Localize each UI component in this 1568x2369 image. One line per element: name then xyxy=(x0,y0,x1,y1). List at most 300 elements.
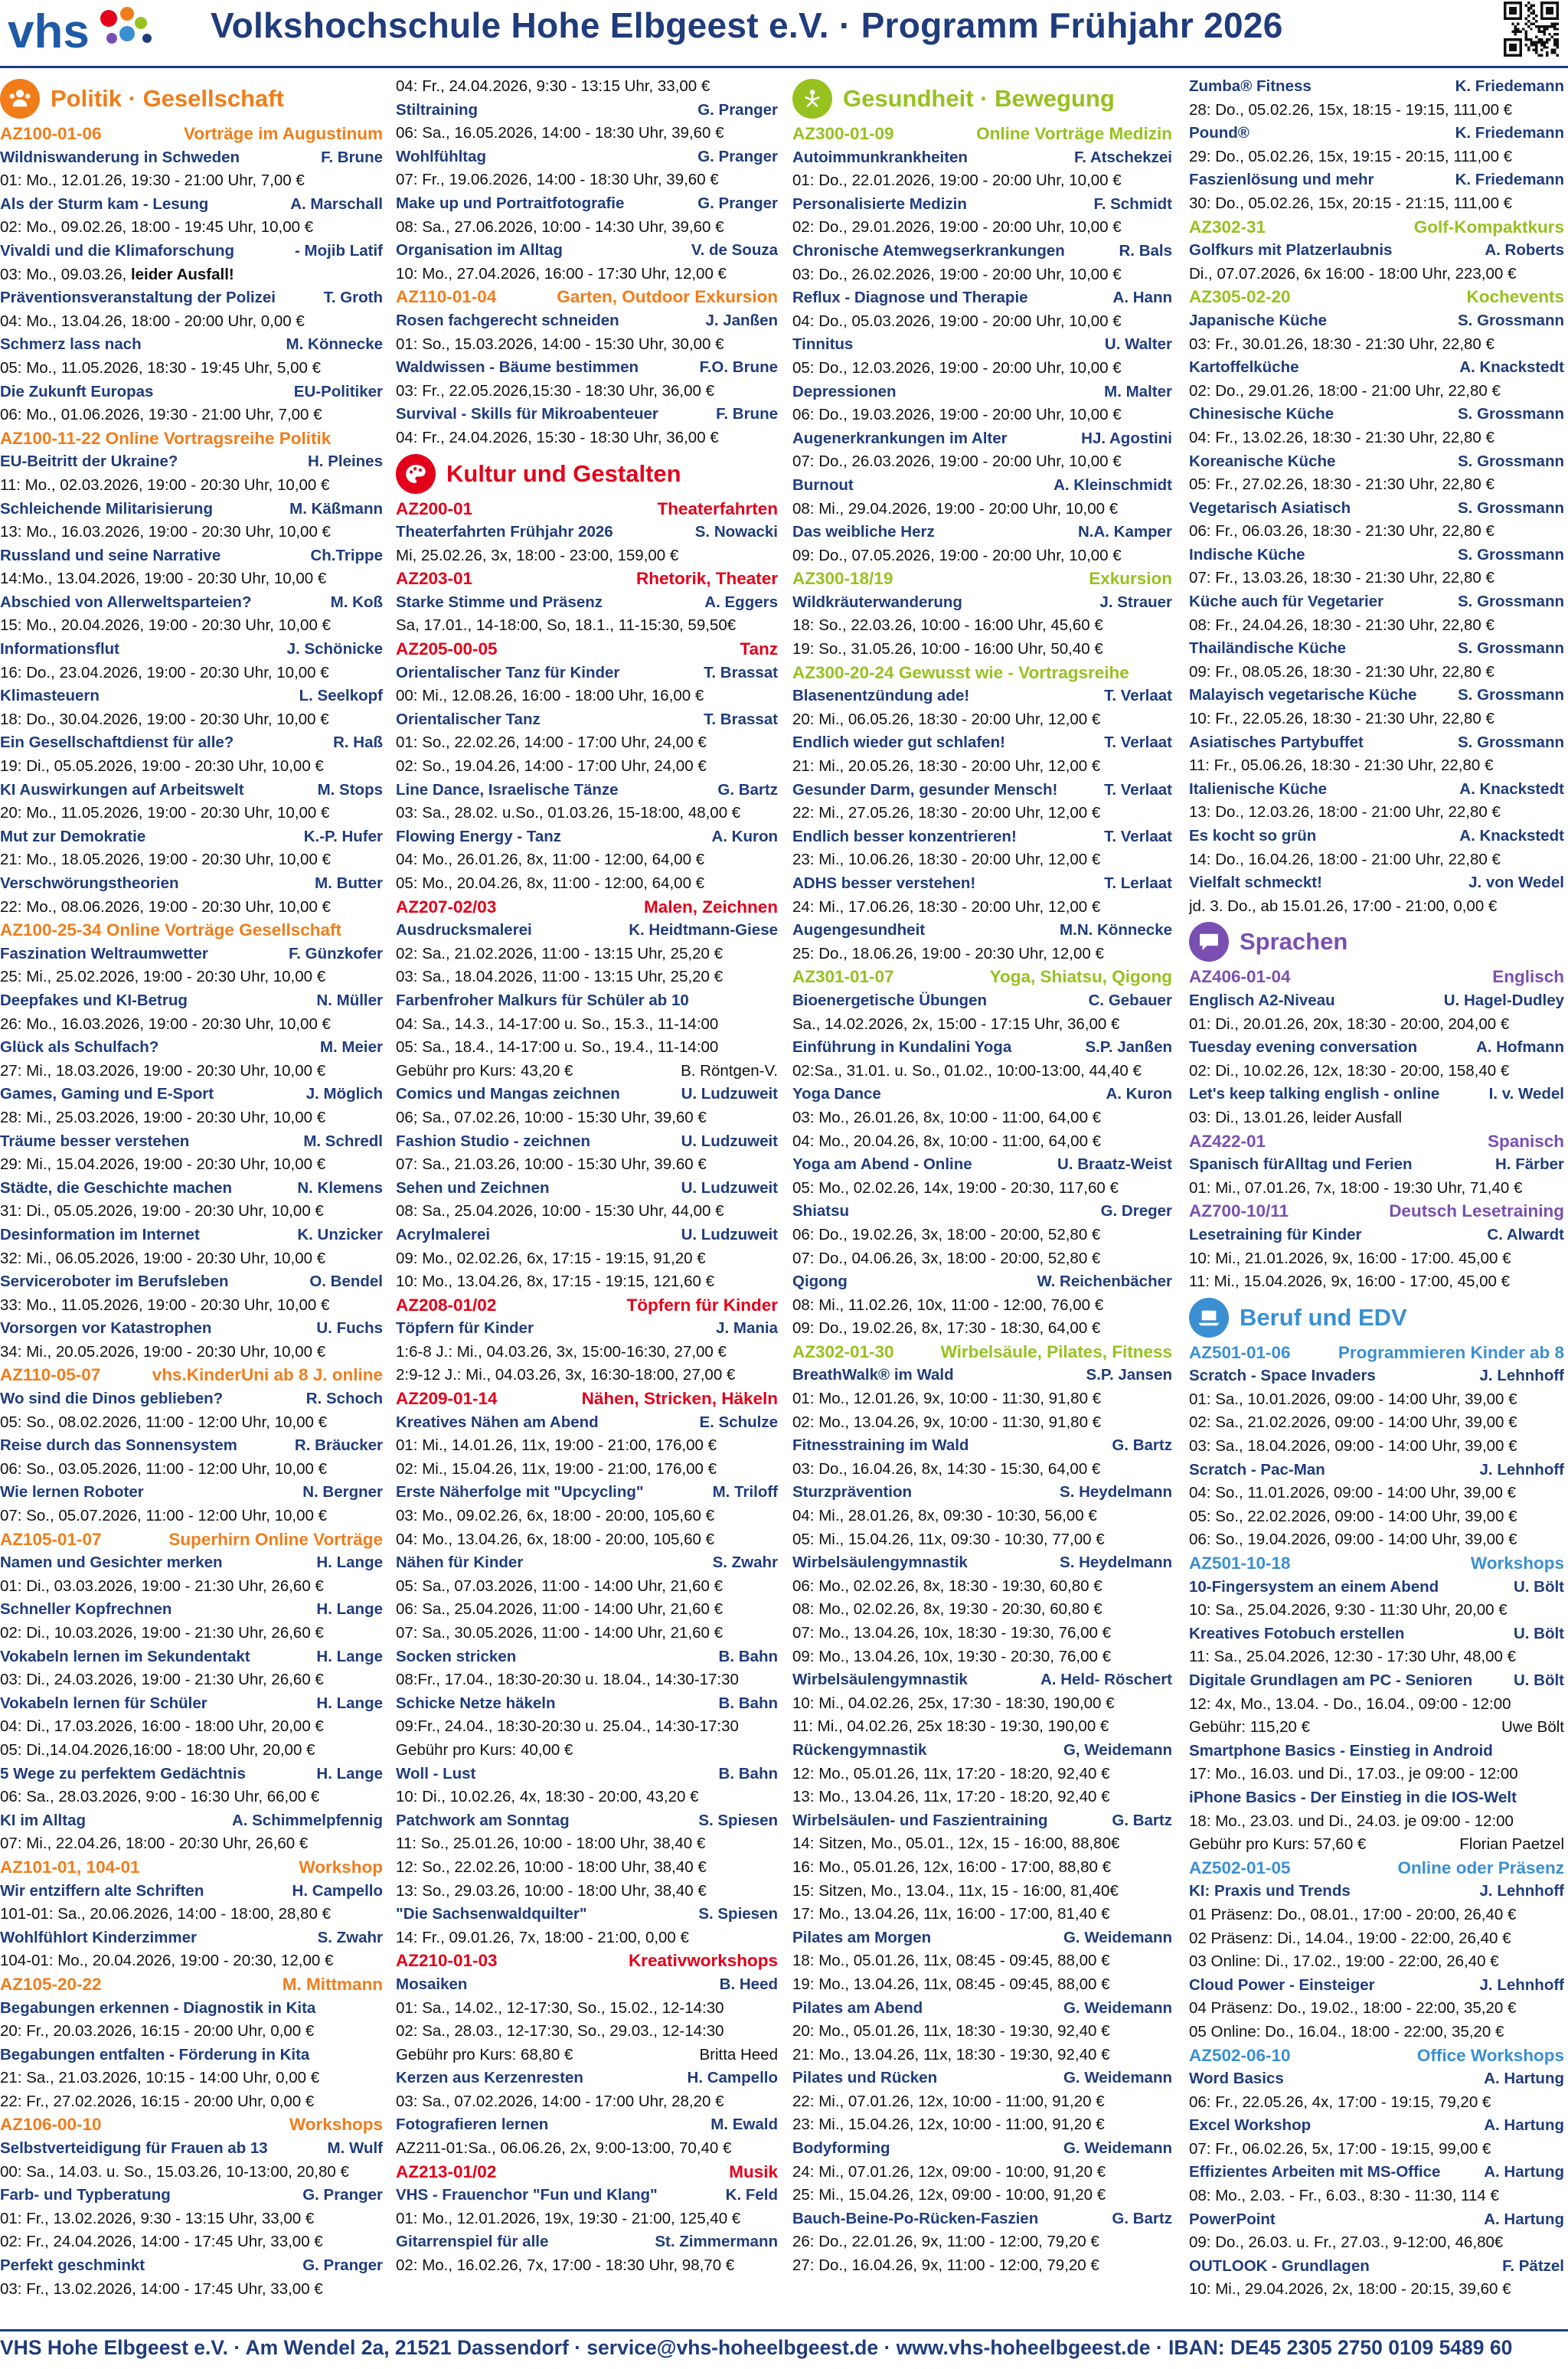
course-title-row[interactable] xyxy=(396,708,778,732)
schedule-text xyxy=(0,2280,323,2298)
schedule-text xyxy=(1189,1601,1508,1619)
course-title-row[interactable] xyxy=(792,825,1172,849)
course-title-row[interactable] xyxy=(1189,2114,1564,2138)
course-code: AZ501-10-18 xyxy=(1189,1554,1291,1573)
instructor-name: O. Bendel xyxy=(309,1273,383,1291)
course-title-row[interactable] xyxy=(396,1973,778,1997)
course-title-row[interactable] xyxy=(1189,1153,1564,1177)
course-code-header xyxy=(0,919,383,943)
schedule-text xyxy=(0,172,305,189)
schedule-text xyxy=(0,359,321,377)
course-title-row[interactable] xyxy=(1189,168,1564,192)
course-category: Kreativworkshops xyxy=(628,1951,778,1971)
course-title-row[interactable] xyxy=(792,1809,1172,1833)
course-title-row[interactable] xyxy=(1189,1786,1564,1810)
course-title-row[interactable] xyxy=(396,356,778,380)
course-title-row[interactable] xyxy=(1189,731,1564,755)
schedule-text xyxy=(396,1624,723,1642)
course-title-row[interactable] xyxy=(792,731,1172,755)
instructor-name: A. Hofmann xyxy=(1475,1038,1564,1057)
instructor-name: S.P. Jansen xyxy=(1086,1366,1172,1384)
course-title-row[interactable] xyxy=(396,1224,778,1247)
schedule-details: 21: Mo., 18.05.2026, 19:00 - 20:30 Uhr, 10,00 € xyxy=(0,851,331,869)
course-code-header xyxy=(396,1294,778,1318)
course-title-row[interactable] xyxy=(1189,590,1564,614)
course-code-header xyxy=(1189,1200,1564,1224)
vhs-logo xyxy=(5,3,158,64)
course-title: Wirbelsäulengymnastik xyxy=(792,1671,968,1689)
course-title: Russland und seine Narrative xyxy=(0,546,221,564)
course-title-row[interactable] xyxy=(792,1481,1172,1505)
schedule-details: 22: Mi., 07.01.26, 12x, 10:00 - 11:00, 91,20 € xyxy=(792,2092,1105,2110)
instructor-name: S. Zwahr xyxy=(712,1554,778,1572)
schedule-text xyxy=(1189,1930,1511,1947)
course-title-row[interactable] xyxy=(396,99,778,123)
course-title-row[interactable] xyxy=(792,1997,1172,2021)
schedule-text xyxy=(0,711,329,728)
course-title: Bioenergetische Übungen xyxy=(792,991,988,1009)
course-title-row[interactable] xyxy=(792,521,1172,544)
course-title-row[interactable] xyxy=(396,1551,778,1575)
schedule-details: 27: Mi., 18.03.2026, 19:00 - 20:30 Uhr, 10,00 € xyxy=(0,1061,326,1080)
course-title-row[interactable] xyxy=(0,1763,383,1786)
schedule-text xyxy=(792,547,1122,564)
schedule-text xyxy=(1189,1999,1516,2017)
schedule-text xyxy=(1189,2023,1504,2041)
course-title-row[interactable] xyxy=(0,1083,383,1106)
course-schedule-line xyxy=(792,310,1172,334)
course-schedule-line xyxy=(1189,661,1564,685)
course-title-row[interactable] xyxy=(396,1692,778,1716)
course-title-row[interactable] xyxy=(1189,122,1564,145)
schedule-text xyxy=(1189,1812,1514,1830)
schedule-text xyxy=(792,1600,1102,1618)
course-code-header xyxy=(1189,216,1564,240)
course-title: Endlich besser konzentrieren! xyxy=(792,827,1017,845)
schedule-text xyxy=(396,1999,724,2017)
course-title: Faszienlösung und mehr xyxy=(1189,171,1374,189)
course-title-row[interactable] xyxy=(396,825,778,849)
course-title-row[interactable] xyxy=(792,1153,1172,1177)
course-schedule-line xyxy=(792,1528,1172,1552)
schedule-details: 02: Mi., 15.04.26, 11x, 19:00 - 21:00, 176,00 € xyxy=(396,1459,717,1478)
course-title-row[interactable] xyxy=(396,1177,778,1201)
schedule-details: 01: So., 15.03.2026, 14:00 - 15:30 Uhr, 30,00 € xyxy=(396,335,724,353)
course-title-row[interactable] xyxy=(792,333,1172,357)
schedule-text xyxy=(792,1062,1142,1080)
schedule-details: 08: Sa., 25.04.2026, 10:00 - 15:30 Uhr, 44,00 € xyxy=(396,1202,724,1220)
schedule-details: 16: Do., 23.04.2026, 19:00 - 20:30 Uhr, 10,00 € xyxy=(0,663,329,681)
course-title: Lesetraining für Kinder xyxy=(1189,1225,1362,1243)
schedule-details: 17: Mo., 13.04.26, 11x, 16:00 - 17:00, 81,40 € xyxy=(792,1905,1110,1923)
course-title-row[interactable] xyxy=(0,872,383,896)
course-title-row[interactable] xyxy=(0,1598,383,1622)
course-code: AZ305-02-20 xyxy=(1189,287,1291,307)
course-title-row[interactable] xyxy=(792,1036,1172,1060)
course-schedule-line xyxy=(396,731,778,755)
instructor-name: T. Brassat xyxy=(704,710,778,728)
instructor-name: T. Verlaat xyxy=(1104,780,1172,799)
course-title-row[interactable] xyxy=(792,1200,1172,1224)
course-schedule-line xyxy=(1189,1435,1564,1459)
course-title-row[interactable] xyxy=(396,403,778,426)
course-schedule-line xyxy=(396,1270,778,1294)
course-title-row[interactable] xyxy=(1189,1364,1564,1388)
instructor-name: A. Knackstedt xyxy=(1459,779,1564,798)
course-title-row[interactable] xyxy=(396,239,778,263)
course-title-row[interactable] xyxy=(396,989,778,1013)
schedule-text xyxy=(1189,2187,1499,2204)
course-title-row[interactable] xyxy=(0,731,383,755)
course-title-row[interactable] xyxy=(396,591,778,615)
course-title-row[interactable] xyxy=(396,1809,778,1833)
course-title-row[interactable] xyxy=(0,1036,383,1060)
course-schedule-line xyxy=(0,1013,383,1037)
course-schedule-line xyxy=(792,1880,1172,1903)
course-title: VHS - Frauenchor "Fun und Klang" xyxy=(396,2186,658,2204)
course-title-row[interactable] xyxy=(792,1364,1172,1387)
instructor-name: R. Schoch xyxy=(305,1390,383,1408)
course-title-row[interactable] xyxy=(396,2067,778,2090)
course-title-row[interactable] xyxy=(0,779,383,802)
course-title-row[interactable] xyxy=(0,1387,383,1411)
instructor-name: R. Bräucker xyxy=(294,1436,383,1455)
schedule-text xyxy=(396,968,723,985)
course-title-row[interactable] xyxy=(0,333,383,357)
course-title-row[interactable] xyxy=(1189,1974,1564,1998)
course-title-row[interactable] xyxy=(0,146,383,170)
course-title-row[interactable] xyxy=(792,2067,1172,2090)
course-title-row[interactable] xyxy=(396,1317,778,1341)
schedule-details: 03: Sa., 07.02.2026, 14:00 - 17:00 Uhr, 28,20 € xyxy=(396,2092,724,2110)
course-title-row[interactable] xyxy=(0,193,383,217)
course-title-row[interactable] xyxy=(1189,778,1564,802)
instructor-name: U. Ludzuweit xyxy=(681,1178,778,1197)
course-title-row[interactable] xyxy=(396,192,778,216)
course-title-row[interactable] xyxy=(396,2184,778,2207)
course-title-row[interactable] xyxy=(1189,309,1564,333)
course-title: Make up und Portraitfotografie xyxy=(396,194,625,212)
course-category: Nähen, Stricken, Häkeln xyxy=(581,1389,778,1409)
course-code: AZ209-01-14 xyxy=(396,1389,498,1409)
schedule-details: Sa., 14.02.2026, 2x, 15:00 - 17:15 Uhr, 36,00 € xyxy=(792,1015,1120,1033)
course-title-row[interactable] xyxy=(792,381,1172,404)
instructor-name: S.P. Janßen xyxy=(1085,1038,1172,1057)
schedule-details: 05: Do., 12.03.2026, 19:00 - 20:00 Uhr, 10,00 € xyxy=(792,358,1122,377)
schedule-note: leider Ausfall! xyxy=(130,265,234,283)
course-title-row[interactable] xyxy=(0,685,383,708)
course-title-row[interactable] xyxy=(0,450,383,474)
instructor-name: B. Bahn xyxy=(718,1647,778,1665)
course-title: Wohlfühltag xyxy=(396,147,487,165)
course-schedule-line xyxy=(396,1528,778,1552)
course-title-row[interactable] xyxy=(396,2113,778,2137)
course-title-row[interactable] xyxy=(0,1434,383,1458)
schedule-text xyxy=(396,1788,698,1805)
course-title: Mosaiken xyxy=(396,1975,468,1993)
course-title-row[interactable] xyxy=(1189,75,1564,99)
course-title-row[interactable] xyxy=(396,309,778,333)
course-schedule-line xyxy=(0,1668,383,1692)
instructor-name: R. Bals xyxy=(1119,241,1172,260)
course-title: Es kocht so grün xyxy=(1189,827,1317,845)
course-schedule-line xyxy=(792,2184,1172,2207)
course-title-row[interactable] xyxy=(792,1434,1172,1458)
course-title-row[interactable] xyxy=(792,427,1172,451)
course-code: AZ300-01-09 xyxy=(792,124,894,143)
course-title-row[interactable] xyxy=(1189,1036,1564,1060)
instructor-name: H. Lange xyxy=(316,1764,383,1782)
course-title-row[interactable] xyxy=(1189,403,1564,426)
course-title-row[interactable] xyxy=(396,1083,778,1106)
instructor-name: M. Käßmann xyxy=(289,499,383,518)
instructor-name: U. Fuchs xyxy=(316,1319,383,1338)
course-title: Waldwissen - Bäume bestimmen xyxy=(396,358,639,377)
schedule-details: 04: Sa., 14.3., 14-17:00 u. So., 15.3., 11-14:00 xyxy=(396,1015,719,1033)
course-title-row[interactable] xyxy=(1189,450,1564,474)
course-code-header xyxy=(0,1856,383,1880)
course-title-row[interactable] xyxy=(396,2230,778,2254)
schedule-details: 31: Di., 05.05.2026, 19:00 - 20:30 Uhr, 10,00 € xyxy=(0,1202,324,1220)
course-title-row[interactable] xyxy=(1189,825,1564,848)
course-title: OUTLOOK - Grundlagen xyxy=(1189,2256,1370,2275)
course-title-row[interactable] xyxy=(0,1224,383,1247)
section-header-gesundheit-bewegung xyxy=(792,75,1172,123)
course-title-row[interactable] xyxy=(396,1903,778,1926)
schedule-details: 1:6-8 J.: Mi., 04.03.26, 3x, 15:00-16:30, 27,00 € xyxy=(396,1342,727,1361)
course-title-row[interactable] xyxy=(792,2137,1172,2161)
course-schedule-line xyxy=(792,1973,1172,1997)
course-title-row[interactable] xyxy=(0,638,383,662)
schedule-text xyxy=(0,1250,325,1267)
instructor-name: N. Müller xyxy=(316,991,383,1009)
section-header-kultur-und-gestalten xyxy=(396,450,778,498)
schedule-text xyxy=(1189,382,1501,400)
course-title-row[interactable] xyxy=(792,1270,1172,1294)
course-title-row[interactable] xyxy=(0,591,383,615)
course-title-row[interactable] xyxy=(0,1130,383,1154)
course-title-row[interactable] xyxy=(1189,1224,1564,1247)
course-title-row[interactable] xyxy=(1189,637,1564,661)
course-title-row[interactable] xyxy=(396,1411,778,1435)
course-title-row[interactable] xyxy=(0,286,383,310)
schedule-text xyxy=(792,1132,1101,1150)
course-title-row[interactable] xyxy=(0,1997,383,2021)
course-title-row[interactable] xyxy=(1189,1669,1564,1693)
schedule-text xyxy=(1189,1906,1516,1923)
course-title-row[interactable] xyxy=(792,779,1172,802)
course-title: "Die Sachsenwaldquilter" xyxy=(396,1905,587,1923)
qr-code-icon[interactable] xyxy=(1504,2,1559,57)
course-title: Wie lernen Roboter xyxy=(0,1483,144,1501)
course-title-row[interactable] xyxy=(0,1317,383,1341)
course-schedule-line xyxy=(792,216,1172,240)
course-title-row[interactable] xyxy=(396,1481,778,1505)
schedule-text xyxy=(0,266,234,283)
course-title-row[interactable] xyxy=(0,1692,383,1716)
course-schedule-line xyxy=(792,2090,1172,2114)
course-title-row[interactable] xyxy=(1189,356,1564,380)
course-code-header xyxy=(792,662,1172,685)
course-title-row[interactable] xyxy=(792,240,1172,263)
course-title-row[interactable] xyxy=(792,591,1172,615)
course-title-row[interactable] xyxy=(792,1083,1172,1106)
course-schedule-line xyxy=(792,1013,1172,1037)
course-title-row[interactable] xyxy=(792,685,1172,708)
schedule-text xyxy=(792,640,1103,658)
schedule-details: 104-01: Mo., 20.04.2026, 19:00 - 20:30, 12,00 € xyxy=(0,1952,334,1970)
schedule-details: 10: Mi., 04.02.26, 25x, 17:30 - 18:30, 190,00 € xyxy=(792,1694,1115,1712)
course-title-row[interactable] xyxy=(0,2184,383,2207)
course-title: Orientalischer Tanz für Kinder xyxy=(396,663,620,681)
course-title-row[interactable] xyxy=(1189,871,1564,895)
course-title-row[interactable] xyxy=(1189,2255,1564,2279)
course-schedule-line xyxy=(0,357,383,381)
course-schedule-line xyxy=(0,310,383,334)
course-title-row[interactable] xyxy=(792,1926,1172,1950)
schedule-text xyxy=(792,1226,1100,1243)
course-schedule-line xyxy=(1189,1997,1564,2021)
instructor-name: N. Bergner xyxy=(302,1483,383,1501)
course-schedule-line xyxy=(1189,614,1564,638)
course-title-row[interactable] xyxy=(792,146,1172,170)
instructor-name: C. Alwardt xyxy=(1487,1225,1564,1243)
schedule-text xyxy=(792,312,1122,330)
course-title-row[interactable] xyxy=(1189,239,1564,263)
course-title-row[interactable] xyxy=(0,1481,383,1505)
section-title: Sprachen xyxy=(1240,928,1348,956)
course-category: Englisch xyxy=(1492,967,1564,987)
course-title-row[interactable] xyxy=(0,1809,383,1833)
course-title-row[interactable] xyxy=(0,544,383,568)
course-title-row[interactable] xyxy=(396,145,778,169)
schedule-details: 25: Do., 18.06.26, 19:00 - 20:30 Uhr, 12,00 € xyxy=(792,944,1104,962)
course-schedule-line xyxy=(1189,380,1564,404)
schedule-details: 21: Mo., 13.04.26, 11x, 18:30 - 19:30, 92,40 € xyxy=(792,2045,1110,2063)
schedule-text xyxy=(396,1015,718,1033)
course-title-row[interactable] xyxy=(396,521,778,544)
course-schedule-line xyxy=(1189,1693,1564,1717)
course-title-row[interactable] xyxy=(1189,1740,1564,1763)
course-title-row[interactable] xyxy=(0,989,383,1013)
course-schedule-line xyxy=(792,169,1172,193)
section-title: Beruf und EDV xyxy=(1240,1303,1407,1331)
course-schedule-line xyxy=(1189,2021,1564,2044)
schedule-text xyxy=(792,359,1122,377)
course-title-row[interactable] xyxy=(396,662,778,685)
course-title-row[interactable] xyxy=(0,2044,383,2067)
course-title-row[interactable] xyxy=(396,1130,778,1154)
schedule-details: 04: Fr., 24.04.2026, 9:30 - 13:15 Uhr, 33,00 € xyxy=(396,77,710,95)
course-title-row[interactable] xyxy=(792,1551,1172,1575)
course-title-row[interactable] xyxy=(0,2254,383,2278)
course-title: Gitarrenspiel für alle xyxy=(396,2233,549,2251)
schedule-text xyxy=(792,218,1122,236)
course-title-row[interactable] xyxy=(792,474,1172,498)
course-title-row[interactable] xyxy=(1189,2161,1564,2184)
schedule-text xyxy=(1189,429,1494,446)
course-title-row[interactable] xyxy=(0,1551,383,1575)
schedule-details: 01: Mo., 12.01.26, 19:30 - 21:00 Uhr, 7,00 € xyxy=(0,172,305,190)
course-title-row[interactable] xyxy=(1189,544,1564,567)
course-title-row[interactable] xyxy=(1189,1576,1564,1599)
schedule-details: 09: Do., 19.02.26, 8x, 17:30 - 18:30, 64,00 € xyxy=(792,1319,1101,1338)
page-title: Volkshochschule Hohe Elbgeest e.V. · Programm Frühjahr 2026 xyxy=(211,5,1283,45)
instructor-name: U. Bölt xyxy=(1513,1624,1564,1642)
course-title-row[interactable] xyxy=(1189,1083,1564,1106)
schedule-text xyxy=(1189,1531,1517,1548)
course-title-row[interactable] xyxy=(0,1926,383,1950)
course-title: Wohlfühlort Kinderzimmer xyxy=(0,1928,198,1946)
course-title-row[interactable] xyxy=(0,1645,383,1669)
course-title-row[interactable] xyxy=(0,2137,383,2161)
course-title-row[interactable] xyxy=(0,1177,383,1201)
course-title-row[interactable] xyxy=(396,919,778,943)
course-schedule-line xyxy=(396,1997,778,2021)
schedule-text xyxy=(0,1577,324,1595)
course-title-row[interactable] xyxy=(792,193,1172,217)
course-title-row[interactable] xyxy=(0,498,383,521)
course-schedule-line xyxy=(1189,263,1564,286)
course-title-row[interactable] xyxy=(0,240,383,263)
course-title-row[interactable] xyxy=(1189,1622,1564,1646)
course-title-row[interactable] xyxy=(792,1739,1172,1763)
course-title-row[interactable] xyxy=(1189,989,1564,1013)
schedule-text xyxy=(396,382,714,400)
course-category: Musik xyxy=(729,2162,778,2181)
course-title-row[interactable] xyxy=(1189,2067,1564,2091)
course-title-row[interactable] xyxy=(1189,1459,1564,1482)
course-title-row[interactable] xyxy=(792,872,1172,896)
course-schedule-line xyxy=(792,1598,1172,1622)
schedule-text xyxy=(1189,1484,1516,1501)
course-title-row[interactable] xyxy=(792,2207,1172,2231)
course-code: AZ207-02/03 xyxy=(396,897,497,917)
course-title-row[interactable] xyxy=(1189,684,1564,707)
course-title-row[interactable] xyxy=(792,919,1172,943)
course-title: Endlich wieder gut schlafen! xyxy=(792,734,1005,752)
course-schedule-line xyxy=(0,1341,383,1364)
course-title-row[interactable] xyxy=(1189,2208,1564,2232)
course-title-row[interactable] xyxy=(0,381,383,404)
course-title-row[interactable] xyxy=(792,1668,1172,1692)
instructor-name: M. Koß xyxy=(330,593,383,611)
schedule-text xyxy=(396,265,727,283)
schedule-details: Gebühr pro Kurs: 40,00 € xyxy=(396,1740,573,1759)
course-title-row[interactable] xyxy=(396,1645,778,1669)
course-schedule-line xyxy=(396,75,778,99)
course-title-row[interactable] xyxy=(0,943,383,966)
instructor-name: U. Walter xyxy=(1104,335,1172,354)
course-title-row[interactable] xyxy=(0,825,383,849)
course-title: Begabungen erkennen - Diagnostik in Kita xyxy=(0,1998,316,2017)
course-title-row[interactable] xyxy=(0,1270,383,1294)
course-title-row[interactable] xyxy=(0,1880,383,1903)
course-title-row[interactable] xyxy=(792,286,1172,310)
course-title-row[interactable] xyxy=(396,1763,778,1786)
course-code: AZ302-01-30 xyxy=(792,1341,894,1361)
course-title: Scratch - Space Invaders xyxy=(1189,1367,1376,1385)
course-title-row[interactable] xyxy=(1189,1880,1564,1903)
instructor-name: H. Färber xyxy=(1495,1155,1564,1174)
course-title: Chinesische Küche xyxy=(1189,405,1334,423)
instructor-name: A. Knackstedt xyxy=(1459,827,1564,845)
schedule-text xyxy=(1189,1648,1516,1665)
course-title-row[interactable] xyxy=(396,779,778,802)
course-title-row[interactable] xyxy=(1189,497,1564,521)
course-title-row[interactable] xyxy=(792,989,1172,1013)
course-title: Depressionen xyxy=(792,382,897,400)
